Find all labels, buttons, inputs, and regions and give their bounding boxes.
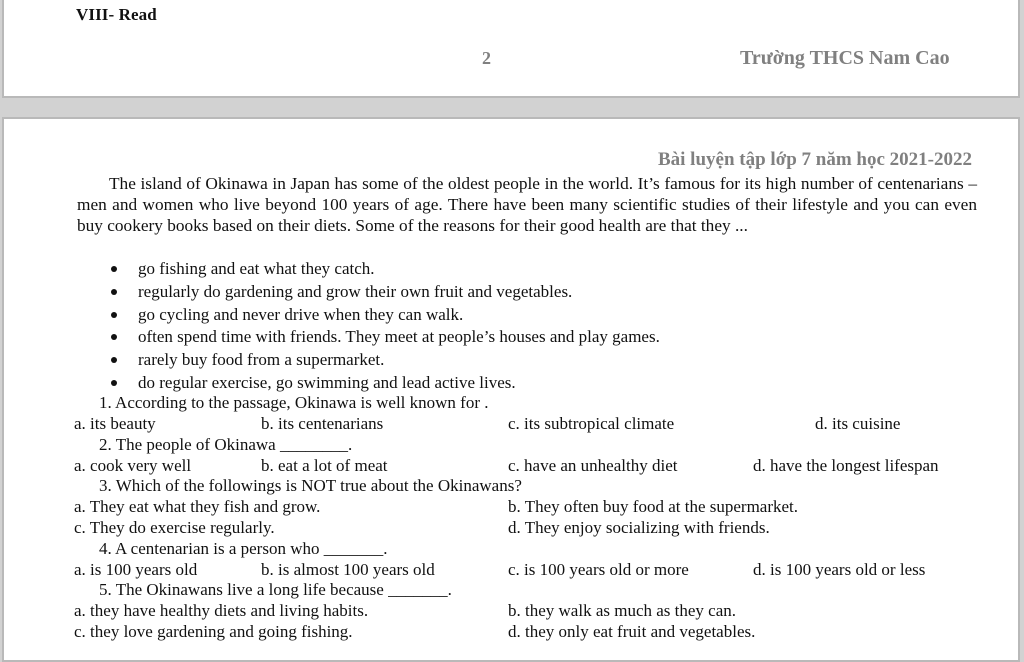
reading-passage: The island of Okinawa in Japan has some of the oldest people in the world. It’s famous for its high number of centenarians – men and women who live beyond 100 years of age. There have been many scientific studies of their lifestyle and you can even buy cookery books based on their diets. Some of the reasons for their good health are that they ... — [77, 174, 977, 235]
question-3-stem: 3. Which of the followings is NOT true about the Okinawans? — [99, 476, 522, 495]
reasons-list — [110, 258, 660, 395]
question-1-option-c: c. its subtropical climate — [508, 414, 675, 433]
list-item: often spend time with friends. They meet at people’s houses and play games. — [110, 326, 660, 349]
page-header: Bài luyện tập lớp 7 năm học 2021-2022 — [657, 149, 972, 170]
question-5-option-b: b. they walk as much as they can. — [508, 601, 737, 620]
question-1-option-d: d. its cuisine — [815, 414, 901, 433]
question-2-option-b: b. eat a lot of meat — [261, 456, 388, 475]
list-item: do regular exercise, go swimming and lead active lives. — [110, 372, 660, 395]
question-5-option-d: d. they only eat fruit and vegetables. — [508, 622, 756, 641]
question-2-stem: 2. The people of Okinawa ________. — [99, 435, 353, 454]
list-item: go fishing and eat what they catch. — [110, 258, 660, 281]
question-5-option-c: c. they love gardening and going fishing. — [74, 622, 353, 641]
list-item: go cycling and never drive when they can walk. — [110, 304, 660, 327]
question-2-option-c: c. have an unhealthy diet — [508, 456, 678, 475]
school-name: Trường THCS Nam Cao — [740, 47, 950, 69]
question-5-stem: 5. The Okinawans live a long life because _______. — [99, 580, 452, 599]
page-number: 2 — [482, 48, 491, 68]
question-1-stem: 1. According to the passage, Okinawa is well known for . — [99, 393, 489, 412]
question-4-option-b: b. is almost 100 years old — [261, 560, 435, 579]
question-1-option-b: b. its centenarians — [261, 414, 384, 433]
question-3-option-a: a. They eat what they fish and grow. — [74, 497, 321, 516]
list-item: rarely buy food from a supermarket. — [110, 349, 660, 372]
question-4-option-a: a. is 100 years old — [74, 560, 198, 579]
question-4-option-d: d. is 100 years old or less — [753, 560, 926, 579]
question-5-option-a: a. they have healthy diets and living habits. — [74, 601, 369, 620]
question-2-option-d: d. have the longest lifespan — [753, 456, 939, 475]
question-3-option-c: c. They do exercise regularly. — [74, 518, 275, 537]
section-title: VIII- Read — [76, 5, 157, 24]
bottom-page — [2, 117, 1020, 662]
question-4-stem: 4. A centenarian is a person who _______. — [99, 539, 388, 558]
top-page — [2, 0, 1020, 98]
question-3-option-d: d. They enjoy socializing with friends. — [508, 518, 770, 537]
question-1-option-a: a. its beauty — [74, 414, 156, 433]
question-2-option-a: a. cook very well — [74, 456, 192, 475]
question-3-option-b: b. They often buy food at the supermarket. — [508, 497, 799, 516]
question-4-option-c: c. is 100 years old or more — [508, 560, 689, 579]
list-item: regularly do gardening and grow their own fruit and vegetables. — [110, 281, 660, 304]
